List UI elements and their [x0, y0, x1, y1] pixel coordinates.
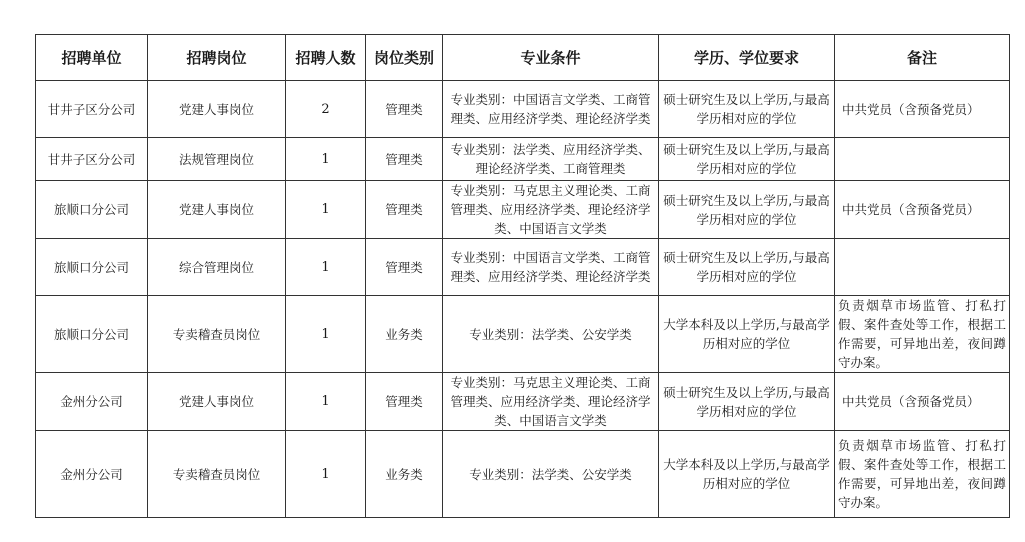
cell-note: [835, 239, 1010, 296]
cell-post: 法规管理岗位: [148, 138, 286, 181]
cell-major: 专业类别：马克思主义理论类、工商管理类、应用经济学类、理论经济学类、中国语言文学类: [443, 373, 659, 431]
header-category: 岗位类别: [366, 35, 443, 81]
table-row: [36, 431, 1010, 518]
header-unit: 招聘单位: [36, 35, 148, 81]
cell-major: 专业类别：法学类、公安学类: [443, 296, 659, 373]
cell-category: 管理类: [366, 181, 443, 239]
cell-category: 管理类: [366, 138, 443, 181]
table-row: [36, 373, 1010, 431]
cell-unit: 旅顺口分公司: [36, 181, 148, 239]
cell-note: 中共党员（含预备党员）: [835, 373, 1010, 431]
header-major: 专业条件: [443, 35, 659, 81]
cell-note: 中共党员（含预备党员）: [835, 181, 1010, 239]
cell-post: 党建人事岗位: [148, 181, 286, 239]
cell-count: 1: [286, 181, 366, 239]
cell-post: 党建人事岗位: [148, 373, 286, 431]
cell-unit: 旅顺口分公司: [36, 239, 148, 296]
cell-education: 硕士研究生及以上学历,与最高学历相对应的学位: [659, 373, 835, 431]
cell-unit: 金州分公司: [36, 431, 148, 518]
cell-major: 专业类别：中国语言文学类、工商管理类、应用经济学类、理论经济学类: [443, 239, 659, 296]
cell-unit: 金州分公司: [36, 373, 148, 431]
cell-count: 1: [286, 373, 366, 431]
cell-education: 硕士研究生及以上学历,与最高学历相对应的学位: [659, 138, 835, 181]
table-row: [36, 296, 1010, 373]
cell-count: 1: [286, 138, 366, 181]
cell-post: 综合管理岗位: [148, 239, 286, 296]
table-row: [36, 138, 1010, 181]
cell-count: 2: [286, 81, 366, 138]
cell-education: 硕士研究生及以上学历,与最高学历相对应的学位: [659, 81, 835, 138]
cell-category: 业务类: [366, 296, 443, 373]
cell-education: 硕士研究生及以上学历,与最高学历相对应的学位: [659, 181, 835, 239]
cell-category: 管理类: [366, 373, 443, 431]
cell-education: 硕士研究生及以上学历,与最高学历相对应的学位: [659, 239, 835, 296]
header-post: 招聘岗位: [148, 35, 286, 81]
cell-major: 专业类别：法学类、公安学类: [443, 431, 659, 518]
cell-note: [835, 138, 1010, 181]
cell-education: 大学本科及以上学历,与最高学历相对应的学位: [659, 431, 835, 518]
cell-post: 专卖稽查员岗位: [148, 431, 286, 518]
cell-major: 专业类别：中国语言文学类、工商管理类、应用经济学类、理论经济学类: [443, 81, 659, 138]
cell-post: 党建人事岗位: [148, 81, 286, 138]
cell-category: 业务类: [366, 431, 443, 518]
cell-note: 负责烟草市场监管、打私打假、案件查处等工作，根据工作需要，可异地出差，夜间蹲守办案。: [835, 431, 1010, 518]
cell-count: 1: [286, 296, 366, 373]
cell-category: 管理类: [366, 81, 443, 138]
header-row: [36, 35, 1010, 81]
cell-category: 管理类: [366, 239, 443, 296]
cell-post: 专卖稽查员岗位: [148, 296, 286, 373]
cell-major: 专业类别：法学类、应用经济学类、理论经济学类、工商管理类: [443, 138, 659, 181]
table-row: [36, 181, 1010, 239]
cell-unit: 甘井子区分公司: [36, 138, 148, 181]
cell-note: 中共党员（含预备党员）: [835, 81, 1010, 138]
header-education: 学历、学位要求: [659, 35, 835, 81]
cell-education: 大学本科及以上学历,与最高学历相对应的学位: [659, 296, 835, 373]
table-row: [36, 239, 1010, 296]
cell-unit: 旅顺口分公司: [36, 296, 148, 373]
cell-count: 1: [286, 239, 366, 296]
cell-major: 专业类别：马克思主义理论类、工商管理类、应用经济学类、理论经济学类、中国语言文学类: [443, 181, 659, 239]
table-row: [36, 81, 1010, 138]
header-count: 招聘人数: [286, 35, 366, 81]
cell-unit: 甘井子区分公司: [36, 81, 148, 138]
cell-note: 负责烟草市场监管、打私打假、案件查处等工作，根据工作需要，可异地出差，夜间蹲守办案。: [835, 296, 1010, 373]
recruitment-table: [35, 34, 1010, 518]
cell-count: 1: [286, 431, 366, 518]
header-note: 备注: [835, 35, 1010, 81]
